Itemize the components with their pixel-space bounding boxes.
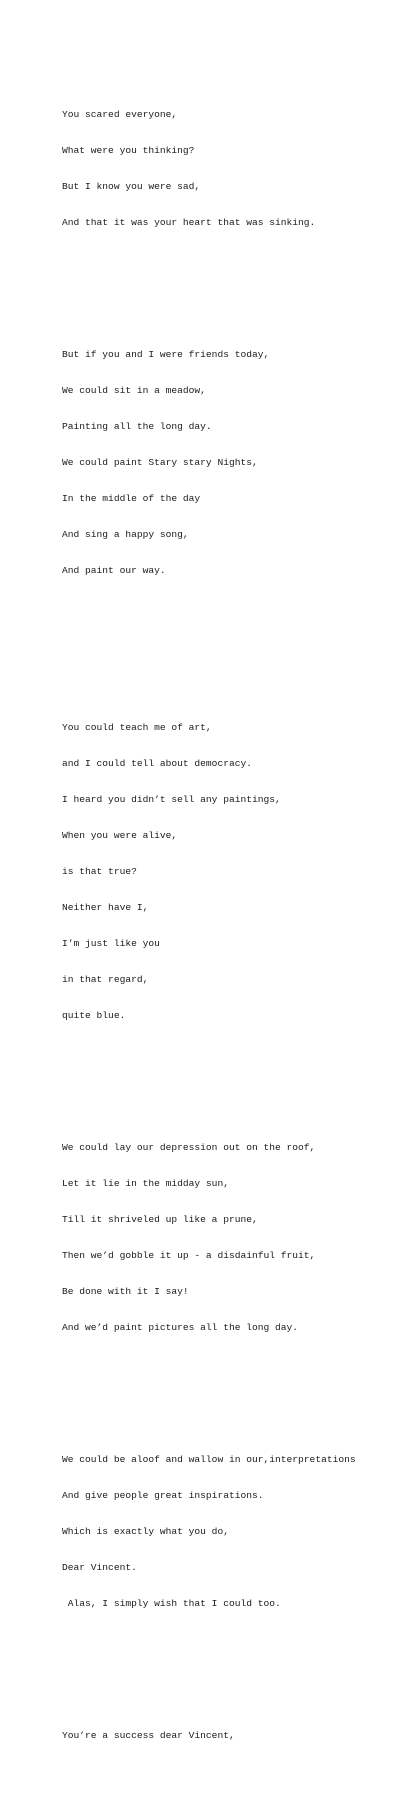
stanza-spacer [62,625,412,662]
poem-line: Then we’d gobble it up - a disdainful fruit, [62,1250,316,1261]
stanza-3 [62,698,412,1046]
stanza-spacer [62,1658,412,1670]
poem-line: We could sit in a meadow, [62,385,206,396]
poem-line: And paint our way. [62,565,166,576]
poem-line: When you were alive, [62,830,178,841]
poem-line: But if you and I were friends today, [62,349,270,360]
stanza-spacer [62,1070,412,1082]
poem-line: Till it shriveled up like a prune, [62,1214,258,1225]
stanza-5 [62,1430,412,1634]
poem-line: in that regard, [62,974,149,985]
poem-line: You scared everyone, [62,109,178,120]
poem-line: Neither have I, [62,902,149,913]
stanza-4 [62,1118,412,1358]
poem-line: Which is exactly what you do, [62,1526,229,1537]
stanza-1 [62,85,412,253]
poem-line: I heard you didn’t sell any paintings, [62,794,281,805]
poem-line: And give people great inspirations. [62,1490,264,1501]
poem-line: In the middle of the day [62,493,201,504]
poem-line: Alas, I simply wish that I could too. [62,1598,281,1609]
poem-line: We could paint Stary stary Nights, [62,457,258,468]
poem-line: I’m just like you [62,938,160,949]
poem-body [62,49,412,1802]
poem-line: And sing a happy song, [62,529,189,540]
stanza-2 [62,325,412,601]
poem-line: Dear Vincent. [62,1562,137,1573]
stanza-spacer [62,277,412,289]
stanza-6 [62,1706,412,1766]
poem-line: And we’d paint pictures all the long day. [62,1322,299,1333]
stanza-spacer [62,1382,412,1394]
poem-line: quite blue. [62,1010,126,1021]
poem-line: You could teach me of art, [62,722,212,733]
poem-line: Be done with it I say! [62,1286,189,1297]
poem-line: Let it lie in the midday sun, [62,1178,229,1189]
poem-line: is that true? [62,866,137,877]
poem-line: We could lay our depression out on the roof, [62,1142,316,1153]
poem-line: You’re a success dear Vincent, [62,1730,235,1741]
poem-line: and I could tell about democracy. [62,758,252,769]
poem-line: What were you thinking? [62,145,195,156]
poem-line: But I know you were sad, [62,181,201,192]
poem-line: And that it was your heart that was sinking. [62,217,316,228]
poem-line: We could be aloof and wallow in our,interpretations [62,1454,356,1465]
poem-line: Painting all the long day. [62,421,212,432]
